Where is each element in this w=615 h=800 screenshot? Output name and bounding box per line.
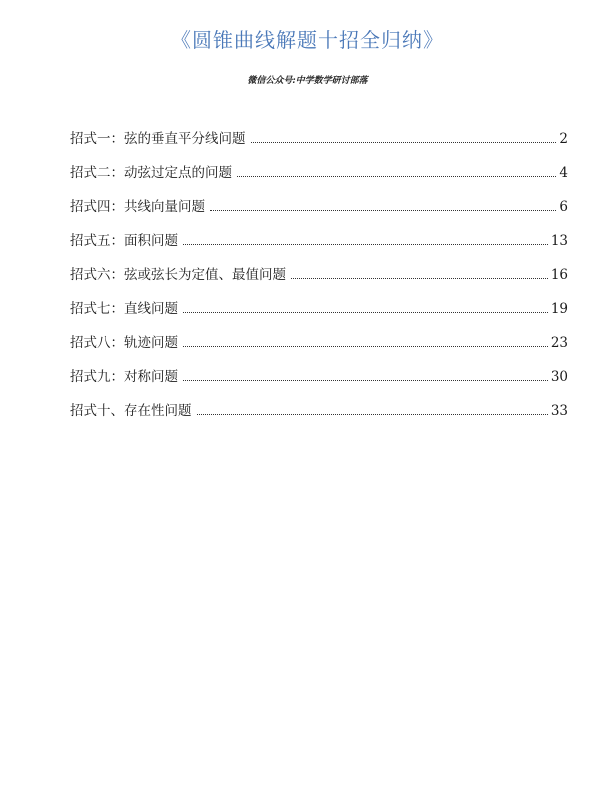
table-of-contents — [70, 114, 568, 420]
toc-page-number: 23 — [550, 335, 568, 351]
document-subtitle: 微信公众号:中学数学研讨部落 — [247, 76, 368, 86]
toc-page-number: 16 — [550, 267, 568, 283]
document-title: 《圆锥曲线解题十招全归纳》 — [171, 28, 444, 52]
toc-page-number: 6 — [559, 199, 568, 215]
toc-entry[interactable] — [70, 284, 568, 318]
toc-page-number: 4 — [559, 165, 568, 181]
toc-page-number: 2 — [559, 131, 568, 147]
toc-dot-leader — [183, 379, 548, 381]
toc-dot-leader — [291, 277, 548, 279]
toc-entry[interactable] — [70, 318, 568, 352]
toc-entry[interactable] — [70, 148, 568, 182]
toc-entry-label: 招式七：直线问题 — [70, 301, 178, 317]
toc-page-number: 19 — [550, 301, 568, 317]
toc-dot-leader — [210, 209, 556, 211]
toc-dot-leader — [183, 311, 548, 313]
toc-entry[interactable] — [70, 216, 568, 250]
toc-entry-label: 招式十、存在性问题 — [70, 403, 192, 419]
toc-entry-label: 招式九：对称问题 — [70, 369, 178, 385]
toc-dot-leader — [183, 345, 548, 347]
toc-entry[interactable] — [70, 386, 568, 420]
toc-entry[interactable] — [70, 114, 568, 148]
toc-entry[interactable] — [70, 250, 568, 284]
toc-entry-label: 招式六：弦或弦长为定值、最值问题 — [70, 267, 286, 283]
toc-dot-leader — [183, 243, 548, 245]
toc-entry-label: 招式五：面积问题 — [70, 233, 178, 249]
toc-dot-leader — [237, 175, 556, 177]
toc-entry-label: 招式四：共线向量问题 — [70, 199, 205, 215]
toc-page-number: 33 — [550, 403, 568, 419]
toc-page-number: 30 — [550, 369, 568, 385]
toc-entry-label: 招式二：动弦过定点的问题 — [70, 165, 232, 181]
toc-entry[interactable] — [70, 182, 568, 216]
toc-dot-leader — [197, 413, 548, 415]
toc-entry[interactable] — [70, 352, 568, 386]
toc-entry-label: 招式八：轨迹问题 — [70, 335, 178, 351]
toc-dot-leader — [251, 141, 557, 143]
toc-page-number: 13 — [550, 233, 568, 249]
toc-entry-label: 招式一：弦的垂直平分线问题 — [70, 131, 246, 147]
